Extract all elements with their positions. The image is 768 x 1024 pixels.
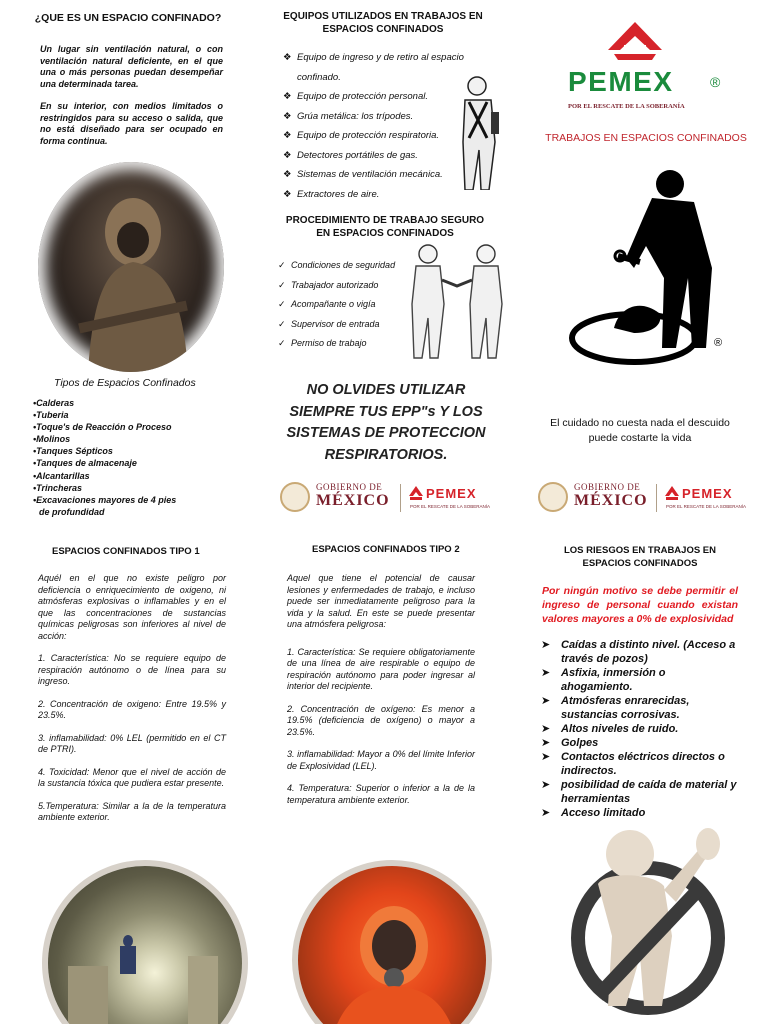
list-item: ❖ Equipo de protección personal. (283, 91, 428, 102)
pemex-eagle-icon (606, 20, 664, 64)
list-item: ❖ Grúa metálica: los trípodes. (283, 110, 414, 122)
mexico-label: MÉXICO (316, 492, 390, 509)
list-item: •Calderas (33, 398, 75, 408)
harness-worker-illustration (455, 72, 505, 190)
svg-text:®: ® (714, 337, 723, 349)
gobierno-pemex-logo-strip-2 (538, 480, 760, 520)
epp-reminder: NO OLVIDES UTILIZAR SIEMPRE TUS EPP"s Y LOS SISTEMAS DE PROTECCION RESPIRATORIOS. (286, 382, 486, 463)
list-item: ➤ Atmósferas enrarecidas, sustancias corrosivas. (541, 695, 690, 721)
list-item: •Toque's de Reacción o Proceso (33, 422, 172, 433)
list-item: •Alcantarillas (33, 470, 90, 481)
safety-quote: El cuidado no cuesta nada el descuido puede costarte la vida (550, 417, 730, 444)
tipo2-p3: 3. inflamabilidad: Mayor a 0% del límite Inferior de Explosividad (LEL). (287, 749, 475, 771)
tipo1-p2: 2. Concentración de oxigeno: Entre 19.5% y 23.5%. (38, 698, 226, 720)
procedimiento-list (278, 256, 418, 354)
definition-p2: En su interior, con medios limitados o restringidos para su acceso o salida, que no está diseñado para ser ocupado en forma continua. (40, 101, 223, 146)
list-item: ➤ Caídas a distinto nivel. (Acceso a través de pozos) (541, 639, 736, 665)
pemex-small-wordmark: PEMEX (426, 486, 477, 501)
worker-in-confined-space-photo (38, 162, 224, 372)
logo-divider (400, 484, 401, 512)
tipo1-p1: 1. Característica: No se requiere equipo de respiración autónomo o de línea para su ingreso. (38, 653, 226, 686)
pemex-wordmark: PEMEX (568, 66, 674, 97)
list-item: •Trincheras (33, 482, 83, 493)
pemex-slogan: POR EL RESCATE DE LA SOBERANÍA (568, 103, 685, 110)
tipo1-p5: 5.Temperatura: Similar a la de la temperatura ambiente exterior. (38, 800, 226, 822)
tipo1-body (38, 573, 226, 824)
list-item: •Tuberia (33, 410, 69, 421)
list-item: •Tanques de almacenaje (33, 458, 137, 469)
list-item: ➤ Asfixia, inmersión o ahogamiento. (541, 667, 666, 693)
equipos-title: EQUIPOS UTILIZADOS EN TRABAJOS EN ESPACIOS CONFINADOS (283, 11, 483, 35)
list-item: •Molinos (33, 434, 71, 445)
pemex-registered-mark: ® (710, 74, 721, 90)
stop-figure-prohibited-icon (552, 806, 748, 1024)
pemex-small-wordmark: PEMEX (682, 486, 733, 501)
mexico-eagle-seal-icon (538, 482, 568, 512)
tipo2-title: ESPACIOS CONFINADOS TIPO 2 (312, 544, 460, 555)
tipo1-p3: 3. inflamabilidad: 0% LEL (permitido en el CT de PTRI). (38, 732, 226, 754)
list-item: de profundidad (39, 506, 105, 517)
list-item: ✓ Trabajador autorizado (278, 279, 379, 290)
list-item: •Excavaciones mayores de 4 pies (33, 494, 177, 505)
equipos-list (283, 48, 473, 204)
tipo2-p1: 1. Característica: Se requiere obligatoriamente de una línea de aire respirable o equipo de respiración autónomo para poder ingresar al interior del recipiente. (287, 646, 475, 691)
list-item: ❖ Sistemas de ventilación mecánica. (283, 169, 443, 180)
procedimiento-title: PROCEDIMIENTO DE TRABAJO SEGURO EN ESPACIOS CONFINADOS (285, 215, 485, 239)
riesgos-title: LOS RIESGOS EN TRABAJOS EN ESPACIOS CONFINADOS (563, 545, 717, 569)
list-item: ❖ Equipo de ingreso y de retiro al espacio (283, 52, 464, 63)
list-item: ❖ Extractores de aire. (283, 188, 380, 200)
list-item: confinado. (297, 71, 341, 83)
tipo1-p4: 4. Toxicidad: Menor que el nivel de acción de la sustancia tóxica que pudiera estar presente. (38, 766, 226, 788)
logo-divider (656, 484, 657, 512)
pemex-eagle-icon (664, 484, 680, 502)
gobierno-pemex-logo-strip (280, 480, 502, 520)
pemex-small-slogan: POR EL RESCATE DE LA SOBERANÍA (410, 504, 491, 509)
list-item: •Tanques Sépticos (33, 446, 113, 457)
handshake-workers-illustration (402, 240, 512, 360)
types-list (33, 397, 233, 518)
explosividad-warning: Por ningún motivo se debe permitir el ingreso de personal cuando existan valores mayores a 0% de explosividad (542, 585, 738, 625)
list-item: ➤ Contactos eléctricos directos o indirectos. (541, 751, 725, 777)
pemex-eagle-icon (408, 484, 424, 502)
cover-title: TRABAJOS EN ESPACIOS CONFINADOS (545, 132, 747, 144)
tipo1-title: ESPACIOS CONFINADOS TIPO 1 (52, 546, 200, 557)
gobierno-de-label: GOBIERNO DE (316, 482, 383, 492)
list-item: ➤ Golpes (541, 737, 599, 749)
col1-title: ¿QUE ES UN ESPACIO CONFINADO? (34, 12, 222, 24)
list-item: ❖ Detectores portátiles de gas. (283, 149, 418, 161)
tipo2-p4: 4. Temperatura: Superior o inferior a la de la temperatura ambiente exterior. (287, 783, 475, 805)
col1-definition (40, 44, 223, 147)
types-title: Tipos de Espacios Confinados (54, 377, 196, 389)
tipo1-p0: Aquél en el que no existe peligro por deficiencia o enriquecimiento de oxigeno, ni atmósferas explosivas o inflamables y en el que las concentraciones de sustancias químicas peligrosas son inferiores al nivel de acción: (38, 573, 226, 641)
pemex-small-slogan: POR EL RESCATE DE LA SOBERANÍA (666, 504, 747, 509)
definition-p1: Un lugar sin ventilación natural, o con ventilación natural deficiente, en el que una o más personas puedan desempeñar una determinada tarea. (40, 44, 223, 89)
list-item: ✓ Acompañante o vigía (278, 299, 376, 309)
list-item: ➤ Altos niveles de ruido. (541, 723, 679, 735)
tipo2-p0: Aquel que tiene el potencial de causar lesiones y enfermedades de trabajo, e incluso puede ser inmediatamente peligroso para la vida y la salud. En este se puede presentar una atmósfera peligrosa: (287, 573, 475, 629)
tipo2-p2: 2. Concentración de oxígeno: Es menor a 19.5% (deficiencia de oxígeno) o mayor a 23.5%. (287, 703, 475, 737)
mexico-eagle-seal-icon (280, 482, 310, 512)
gobierno-de-label: GOBIERNO DE (574, 482, 641, 492)
list-item: ❖ Equipo de protección respiratoria. (283, 130, 440, 141)
list-item: ✓ Permiso de trabajo (278, 338, 367, 348)
riesgos-list (541, 638, 737, 820)
pemex-main-logo (562, 20, 732, 115)
list-item: ➤ posibilidad de caída de material y herramientas (541, 779, 737, 805)
mexico-label: MÉXICO (574, 492, 648, 509)
list-item: ➤ Acceso limitado (541, 807, 646, 819)
list-item: ✓ Condiciones de seguridad (278, 260, 396, 270)
manhole-worker-silhouette (564, 168, 734, 368)
list-item: ✓ Supervisor de entrada (278, 318, 380, 329)
tipo2-body (287, 573, 475, 806)
